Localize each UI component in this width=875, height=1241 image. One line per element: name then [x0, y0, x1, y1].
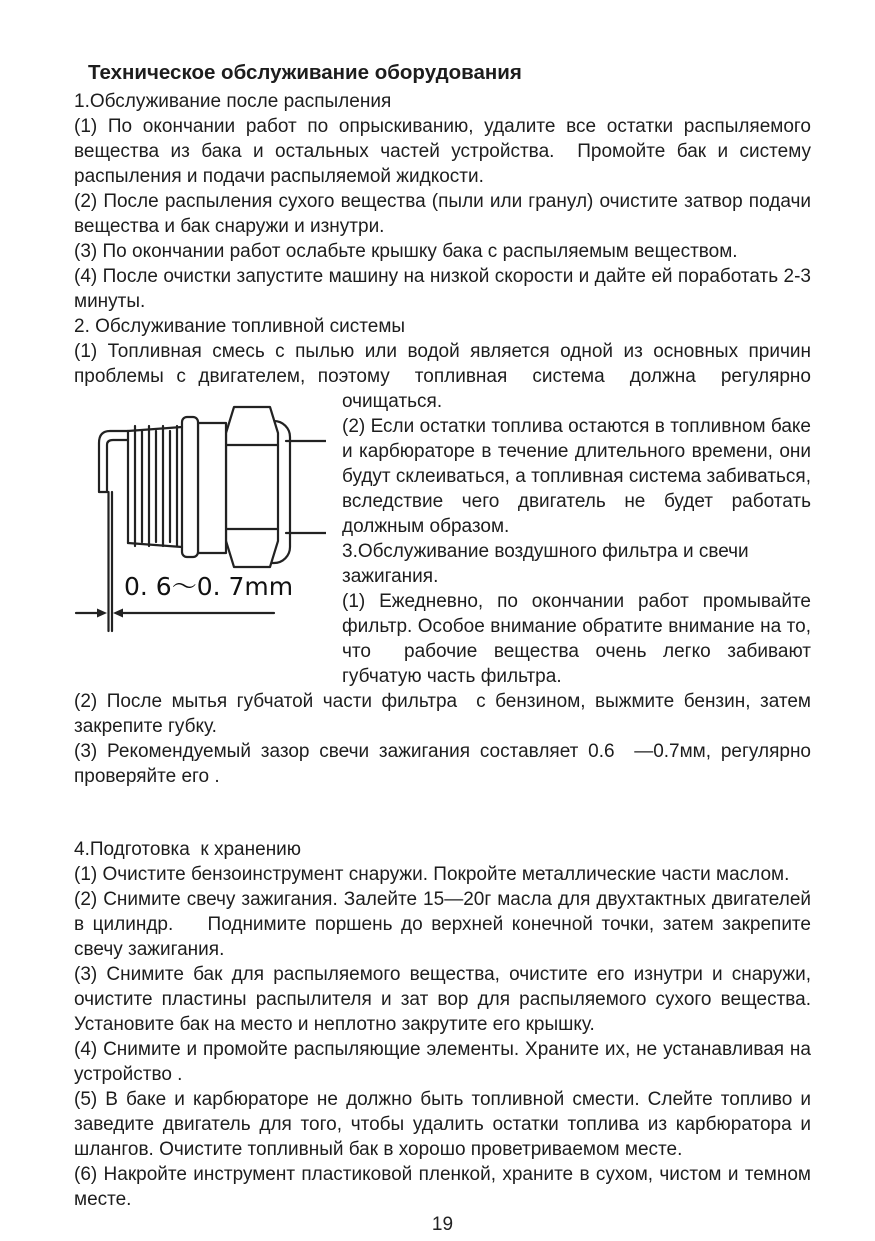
section2-heading: 2. Обслуживание топливной системы [74, 316, 406, 337]
section1-item4: (4) После очистки запустите машину на низкой скорости и дайте ей поработать 2-3 минуты. [74, 266, 817, 312]
section1-heading: 1.Обслуживание после распыления [74, 91, 392, 112]
section4-item6: (6) Накройте инструмент пластиковой пленкой, храните в сухом, чистом и темном месте. [74, 1164, 817, 1210]
section4-heading: 4.Подготовка к хранению [74, 839, 302, 860]
page-number: 19 [431, 1214, 454, 1235]
section3-item1: (1) Ежедневно, по окончании работ промывайте фильтр. Особое внимание обратите внимание на то, что рабочие вещества очень легко забивают губчатую часть фильтра. [342, 591, 817, 687]
section3-heading: 3.Обслуживание воздушного фильтра и свечи зажигания. [342, 541, 754, 587]
section1-item1: (1) По окончании работ по опрыскиванию, удалите все остатки распыляемого вещества из бака и остальных частей устройства. Промойте бак и систему распыления и подачи распыляемой жидкости. [74, 116, 817, 187]
spark-plug-gap-diagram [74, 395, 326, 635]
section2-item2: (2) Если остатки топлива остаются в топливном баке и карбюраторе в течение длительного времени, они будут склеиваться, а топливная система забиваться, вследствие чего двигатель не будет работать должным образом. [342, 416, 817, 537]
section2-item1-continuation: очищаться. [342, 391, 443, 412]
section4-item2: (2) Снимите свечу зажигания. Залейте 15—20г масла для двухтактных двигателей в цилиндр. Поднимите поршень до верхней конечной точки, затем закрепите свечу зажигания. [74, 889, 817, 960]
gap-dimension-label: 0. 6～0. 7mm [124, 572, 294, 601]
section4-item1: (1) Очистите бензоинструмент снаружи. Покройте металлические части маслом. [74, 864, 790, 885]
section3-item2: (2) После мытья губчатой части фильтра с бензином, выжмите бензин, затем закрепите губку. [74, 691, 817, 737]
section4-item5: (5) В баке и карбюраторе не должно быть топливной смести. Слейте топливо и заведите двигатель для того, чтобы удалить остатки топлива из карбюратора и шлангов. Очистите топливный бак в хорошо проветриваемом месте. [74, 1089, 817, 1160]
section1-item2: (2) После распыления сухого вещества (пыли или гранул) очистите затвор подачи вещества и бак снаружи и изнутри. [74, 191, 817, 237]
page-content [74, 60, 817, 1212]
page-title: Техническое обслуживание оборудования [88, 61, 522, 84]
section4 [74, 837, 817, 1212]
section2-item1-intro: (1) Топливная смесь с пылью или водой является одной из основных причин проблемы с двигателем, поэтому топливная система должна регулярно [74, 341, 817, 387]
section1-item3: (3) По окончании работ ослабьте крышку бака с распыляемым веществом. [74, 241, 738, 262]
spark-plug-figure [74, 395, 326, 635]
section4-item4: (4) Снимите и промойте распыляющие элементы. Храните их, не устанавливая на устройство . [74, 1039, 817, 1085]
section4-item3: (3) Снимите бак для распыляемого вещества, очистите его изнутри и снаружи, очистите пластины распылителя и зат вор для распыляемого сухого вещества. Установите бак на место и неплотно закрутите его крышку. [74, 964, 817, 1035]
section3-item3: (3) Рекомендуемый зазор свечи зажигания составляет 0.6 —0.7мм, регулярно проверяйте его . [74, 741, 817, 787]
